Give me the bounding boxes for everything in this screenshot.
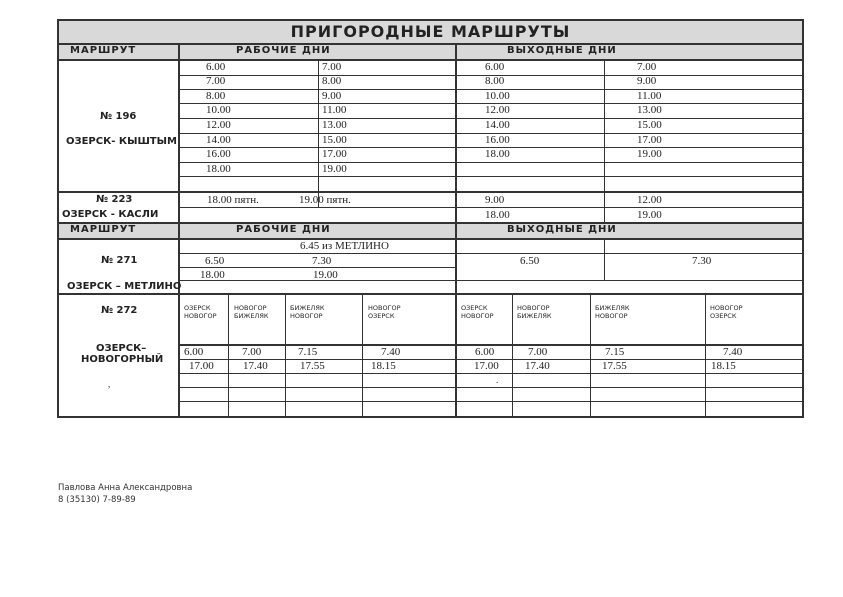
col-line [604,238,605,280]
row-line [178,373,802,374]
departure-time: 8.00 [206,90,226,102]
departure-time: 7.00 [242,346,262,358]
col-line [604,59,605,191]
route-number: № 223 [96,194,133,205]
departure-time: 18.00 [206,163,231,175]
departure-time: 6.50 [205,255,225,267]
departure-time: 17.40 [243,360,268,372]
route-name: ОЗЕРСК – МЕТЛИНО [67,281,182,292]
route-number: № 272 [101,305,138,316]
stray-mark: . [496,375,499,385]
stop-name: БИЖЕЛЯК [290,304,325,312]
departure-time: 7.15 [605,346,625,358]
departure-time: 7.40 [723,346,743,358]
departure-time: 11.00 [322,104,347,116]
stop-name: НОВОГОР [290,312,323,320]
header-weekends: ВЫХОДНЫЕ ДНИ [507,224,617,235]
departure-time: 8.00 [485,75,505,87]
departure-time: 13.00 [637,104,662,116]
col-line [590,293,591,417]
col-line [455,43,457,417]
header-band [59,44,802,59]
header-workdays: РАБОЧИЕ ДНИ [236,45,331,56]
col-line [705,293,706,417]
departure-time: 16.00 [485,134,510,146]
departure-time: 7.30 [692,255,712,267]
row-line [59,59,802,61]
departure-time: 19.00 [637,148,662,160]
stop-name: ОЗЕРСК [368,312,395,320]
row-line [178,162,802,163]
departure-time: 19.00 пятн. [299,194,351,206]
departure-time: 17.00 [189,360,214,372]
col-line [604,191,605,222]
header-route: МАРШРУТ [70,224,137,235]
contact-name: Павлова Анна Александровна [58,483,193,493]
departure-time: 9.00 [322,90,342,102]
stop-name: ОЗЕРСК [461,304,488,312]
departure-time: 18.00 [485,209,510,221]
departure-time: 6.00 [206,61,226,73]
col-line [318,59,319,191]
departure-time: 14.00 [485,119,510,131]
stop-name: БИЖЕЛЯК [234,312,269,320]
col-line [228,293,229,417]
route-name: НОВОГОРНЫЙ [81,354,164,365]
departure-time: 19.00 [322,163,347,175]
departure-time: 17.00 [474,360,499,372]
departure-time: 18.00 пятн. [207,194,259,206]
departure-time: 15.00 [637,119,662,131]
stop-name: НОВОГОР [461,312,494,320]
departure-time: 12.00 [637,194,662,206]
contact-phone: 8 (35130) 7-89-89 [58,495,136,505]
departure-time: 12.00 [485,104,510,116]
departure-time: 7.15 [298,346,318,358]
stop-name: НОВОГОР [368,304,401,312]
row-line [178,253,802,254]
departure-time: 9.00 [485,194,505,206]
header-weekends: ВЫХОДНЫЕ ДНИ [507,45,617,56]
row-line [59,191,802,193]
route-name: ОЗЕРСК- КЫШТЫМ [66,136,177,147]
departure-time: 19.00 [637,209,662,221]
col-line [285,293,286,417]
table-title: ПРИГОРОДНЫЕ МАРШРУТЫ [59,21,802,45]
departure-time: 10.00 [485,90,510,102]
departure-time: 18.15 [371,360,396,372]
row-line [59,293,802,295]
stop-name: НОВОГОР [184,312,217,320]
departure-time: 12.00 [206,119,231,131]
header-route: МАРШРУТ [70,45,137,56]
departure-time: 16.00 [206,148,231,160]
departure-time: 7.00 [322,61,342,73]
row-line [178,280,802,281]
departure-time: 7.30 [312,255,332,267]
departure-time: 7.00 [528,346,548,358]
departure-time: 7.00 [206,75,226,87]
departure-time: 17.00 [322,148,347,160]
route-number: № 196 [100,111,137,122]
row-line [59,43,802,45]
schedule-table [57,19,804,418]
row-line [59,222,802,224]
route-name: ОЗЕРСК– [96,343,147,354]
route-name: ОЗЕРСК - КАСЛИ [62,209,159,220]
stop-name: ОЗЕРСК [184,304,211,312]
row-line [178,387,802,388]
stop-name: НОВОГОР [595,312,628,320]
row-line [178,176,802,177]
departure-time: 13.00 [322,119,347,131]
stop-name: НОВОГОР [234,304,267,312]
departure-time: 6.50 [520,255,540,267]
departure-time: 15.00 [322,134,347,146]
departure-time: 19.00 [313,269,338,281]
col-line [178,43,180,417]
departure-time: 17.55 [602,360,627,372]
departure-time: 10.00 [206,104,231,116]
departure-time: 14.00 [206,134,231,146]
departure-time: 11.00 [637,90,662,102]
departure-time: 6.00 [184,346,204,358]
departure-time: 7.40 [381,346,401,358]
stop-name: БИЖЕЛЯК [517,312,552,320]
departure-time: 17.55 [300,360,325,372]
stop-name: ОЗЕРСК [710,312,737,320]
departure-time: 8.00 [322,75,342,87]
departure-time: 9.00 [637,75,657,87]
departure-time: 7.00 [637,61,657,73]
stray-mark: , [108,379,111,389]
stop-name: НОВОГОР [517,304,550,312]
departure-time: 18.15 [711,360,736,372]
header-band [59,223,802,238]
departure-time: 17.40 [525,360,550,372]
stop-name: НОВОГОР [710,304,743,312]
col-line [512,293,513,417]
col-line [362,293,363,417]
departure-time: 18.00 [485,148,510,160]
departure-time: 6.00 [485,61,505,73]
row-line [178,401,802,402]
departure-time: 6.00 [475,346,495,358]
route-number: № 271 [101,255,138,266]
header-workdays: РАБОЧИЕ ДНИ [236,224,331,235]
row-line [59,238,802,240]
route-note: 6.45 из МЕТЛИНО [300,240,389,252]
departure-time: 18.00 [200,269,225,281]
row-line [178,207,802,208]
stop-name: БИЖЕЛЯК [595,304,630,312]
departure-time: 17.00 [637,134,662,146]
